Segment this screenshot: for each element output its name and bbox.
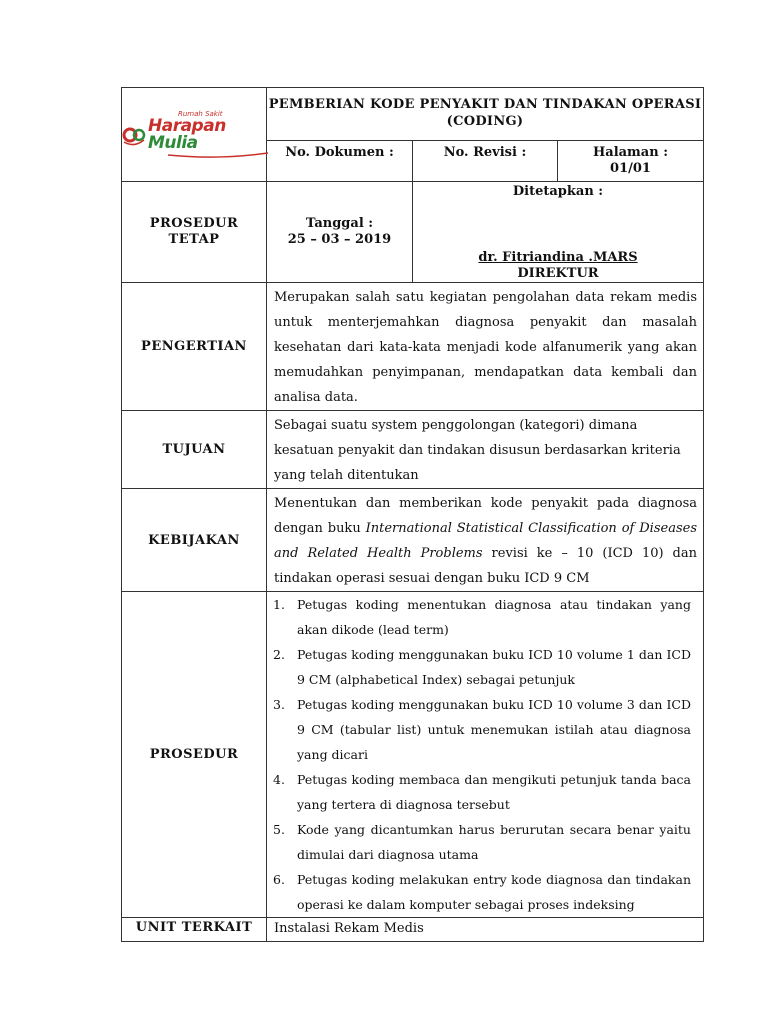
signer-title: DIREKTUR bbox=[517, 266, 599, 281]
unit-label: UNIT TERKAIT bbox=[122, 918, 267, 942]
prosedur-step bbox=[269, 867, 691, 917]
pengertian-label: PENGERTIAN bbox=[122, 283, 267, 411]
prosedur-step-text: Petugas koding menentukan diagnosa atau tindakan yang akan dikode (lead term) bbox=[297, 597, 691, 637]
page-label: Halaman : bbox=[592, 145, 669, 160]
logo-subtitle: Rumah Sakit bbox=[178, 110, 223, 118]
prosedur-step bbox=[269, 767, 691, 817]
date-value: 25 – 03 – 2019 bbox=[287, 232, 392, 247]
prosedur-step-number: 5. bbox=[273, 822, 285, 837]
kebijakan-text-before: Menentukan dan memberikan kode penyakit pada diagnosa dengan buku bbox=[274, 496, 697, 536]
tujuan-label: TUJUAN bbox=[122, 411, 267, 489]
prosedur-step-text: Petugas koding menggunakan buku ICD 10 volume 3 dan ICD 9 CM (tabular list) untuk menemukan istilah atau diagnosa yang dicari bbox=[297, 697, 691, 762]
prosedur-step bbox=[269, 642, 691, 692]
sop-table bbox=[121, 87, 704, 942]
logo-cell bbox=[122, 88, 267, 182]
prosedur-step-text: Petugas koding melakukan entry kode diagnosa dan tindakan operasi ke dalam komputer sebagai proses indeksing bbox=[297, 872, 691, 912]
signer-name: dr. Fitriandina .MARS bbox=[478, 250, 638, 265]
prosedur-steps bbox=[269, 592, 697, 917]
prosedur-step-text: Petugas koding menggunakan buku ICD 10 volume 1 dan ICD 9 CM (alphabetical Index) sebagai petunjuk bbox=[297, 647, 691, 687]
kebijakan-label: KEBIJAKAN bbox=[122, 489, 267, 592]
logo-name-part1: Harapan bbox=[148, 116, 226, 136]
sop-type-line1: PROSEDUR bbox=[149, 216, 239, 231]
prosedur-step-number: 1. bbox=[273, 597, 285, 612]
approval-cell bbox=[413, 182, 704, 283]
revision-number-label: No. Revisi : bbox=[413, 141, 558, 182]
prosedur-step-number: 4. bbox=[273, 772, 285, 787]
page-value: 01/01 bbox=[610, 161, 651, 176]
prosedur-label: PROSEDUR bbox=[122, 592, 267, 918]
set-label: Ditetapkan : bbox=[512, 184, 604, 199]
unit-text: Instalasi Rekam Medis bbox=[267, 918, 704, 942]
doc-number-label: No. Dokumen : bbox=[267, 141, 413, 182]
tujuan-text: Sebagai suatu system penggolongan (kategori) dimana kesatuan penyakit dan tindakan disusun berdasarkan kriteria yang telah ditentukan bbox=[267, 411, 704, 489]
prosedur-step-number: 2. bbox=[273, 647, 285, 662]
prosedur-step bbox=[269, 692, 691, 767]
date-label: Tanggal : bbox=[305, 216, 374, 231]
sop-type-label bbox=[122, 182, 267, 283]
page-cell bbox=[558, 141, 704, 182]
prosedur-step bbox=[269, 592, 691, 642]
pengertian-text: Merupakan salah satu kegiatan pengolahan data rekam medis untuk menterjemahkan diagnosa penyakit dan masalah kesehatan dari kata-kata menjadi kode alfanumerik yang akan memudahkan penyimpanan, mendapatkan data kembali dan analisa data. bbox=[267, 283, 704, 411]
document-title: PEMBERIAN KODE PENYAKIT DAN TINDAKAN OPERASI (CODING) bbox=[267, 88, 704, 141]
prosedur-step-text: Petugas koding membaca dan mengikuti petunjuk tanda baca yang tertera di diagnosa tersebut bbox=[297, 772, 691, 812]
prosedur-step-number: 6. bbox=[273, 872, 285, 887]
prosedur-step bbox=[269, 817, 691, 867]
date-cell bbox=[267, 182, 413, 283]
sop-type-line2: TETAP bbox=[168, 232, 220, 247]
sop-document bbox=[121, 87, 703, 942]
prosedur-step-text: Kode yang dicantumkan harus berurutan secara benar yaitu dimulai dari diagnosa utama bbox=[297, 822, 691, 862]
hospital-logo-icon bbox=[122, 124, 146, 146]
hospital-logo bbox=[122, 111, 266, 158]
prosedur-cell bbox=[267, 592, 704, 918]
kebijakan-text bbox=[267, 489, 704, 592]
kebijakan-text-after: revisi ke – 10 (ICD 10) dan tindakan operasi sesuai dengan buku ICD 9 CM bbox=[274, 546, 698, 586]
kebijakan-text-italic: International Statistical Classification of Diseases and Related Health Problems bbox=[274, 521, 697, 561]
logo-name-part2: Mulia bbox=[148, 133, 198, 153]
prosedur-step-number: 3. bbox=[273, 697, 285, 712]
